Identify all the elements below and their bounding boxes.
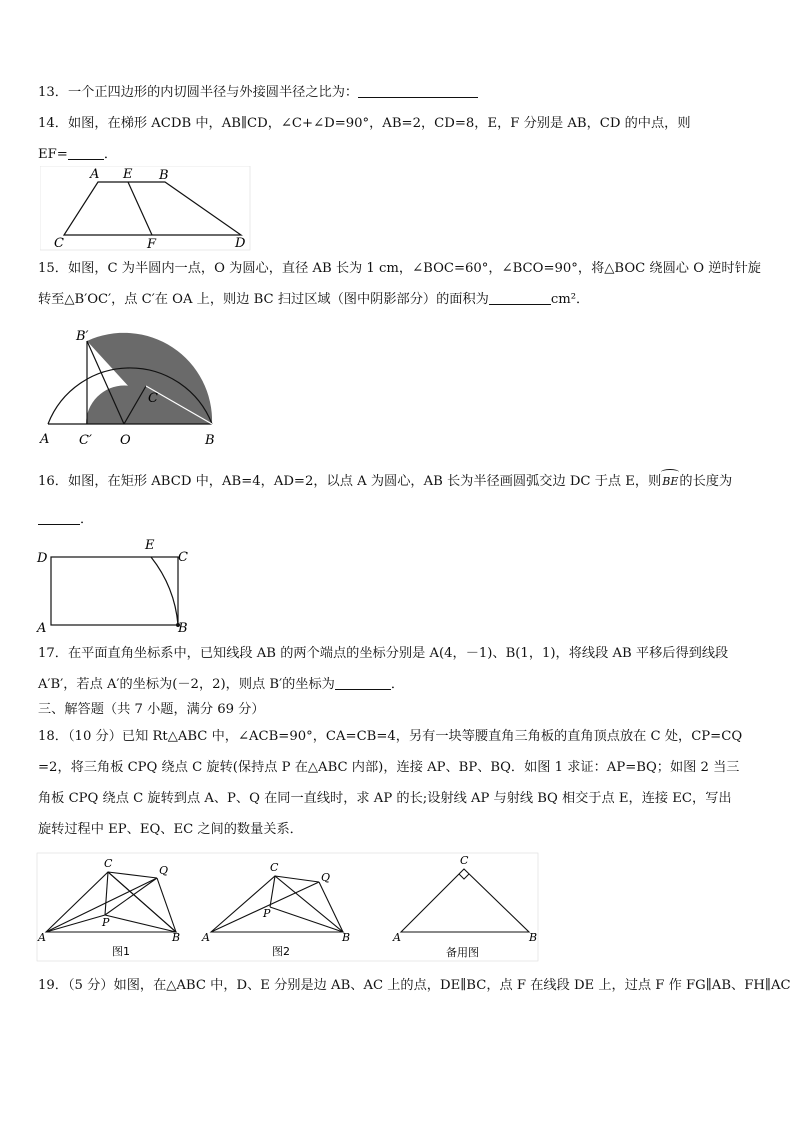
fig3-label-c: C <box>460 854 469 867</box>
q15-unit: cm²． <box>550 292 590 307</box>
fig2-label-p: P <box>263 907 271 920</box>
q18-figure-2 <box>201 861 350 958</box>
q16-arc-be: BE <box>661 472 679 492</box>
q17-line1: 17．在平面直角坐标系中，已知线段 AB 的两个端点的坐标分别是 A(4，－1)、B(1，1)，将线段 AB 平移后得到线段 <box>38 646 729 661</box>
label-c-prime: C′ <box>79 433 92 448</box>
trapezoid-acdb <box>64 182 241 235</box>
fig1-caption: 图1 <box>112 945 130 958</box>
shaded-region <box>86 333 212 424</box>
label-d: D <box>37 551 48 566</box>
q16-line1 <box>38 472 732 492</box>
label-e: E <box>123 167 133 182</box>
label-a: A <box>37 621 47 636</box>
q14-line2 <box>38 145 117 165</box>
q16-answer-blank <box>38 510 80 525</box>
label-b: B <box>178 621 188 636</box>
label-o: O <box>120 433 131 448</box>
fig3-caption: 备用图 <box>446 946 479 959</box>
label-b: B <box>205 433 215 448</box>
label-c: C <box>178 550 188 565</box>
section-3-heading: 三、解答题（共 7 小题，满分 69 分） <box>38 702 265 717</box>
q13-text: 13．一个正四边形的内切圆半径与外接圆半径之比为： <box>38 85 359 100</box>
q18-figure-1 <box>37 857 180 958</box>
label-e: E <box>145 538 155 553</box>
label-c: C <box>148 391 158 406</box>
fig2-label-b: B <box>342 931 351 944</box>
fig2-label-q: Q <box>321 871 331 884</box>
segment-ef <box>128 182 152 235</box>
label-f: F <box>147 237 157 252</box>
label-c: C <box>54 236 64 251</box>
q16-rectangle-figure <box>34 536 194 636</box>
q18-line3: 角板 CPQ 绕点 C 旋转到点 A、P、Q 在同一直线时，求 AP 的长;设射线 AP 与射线 BQ 相交于点 E，连接 EC，写出 <box>38 791 732 806</box>
label-b-prime: B′ <box>76 329 89 344</box>
label-a: A <box>90 167 100 182</box>
fig1-label-b: B <box>172 931 181 944</box>
fig1-label-c: C <box>104 857 113 870</box>
q14-period: ． <box>103 147 118 162</box>
q16-line2 <box>38 510 93 530</box>
q15-line2-text: 转至△B′OC′，点 C′在 OA 上，则边 BC 扫过区域（图中阴影部分）的面积为 <box>38 292 489 307</box>
q13-answer-blank <box>358 83 478 98</box>
q15-answer-blank <box>489 290 551 305</box>
q17-line2 <box>38 675 404 695</box>
q17-period: ． <box>390 677 405 692</box>
q16-period: ． <box>80 512 94 527</box>
label-d: D <box>235 236 246 251</box>
q17-line2-text: A′B′，若点 A′的坐标为(－2，2)，则点 B′的坐标为 <box>38 677 335 692</box>
fig1-label-a: A <box>38 931 46 944</box>
q16-line1-text: 16．如图，在矩形 ABCD 中，AB=4，AD=2，以点 A 为圆心，AB 长为半径画圆弧交边 DC 于点 E，则 <box>38 474 662 489</box>
q18-line2: =2，将三角板 CPQ 绕点 C 旋转(保持点 P 在△ABC 内部)，连接 AP、BP、BQ．如图 1 求证：AP=BQ；如图 2 当三 <box>38 760 740 775</box>
fig2-caption: 图2 <box>272 945 290 958</box>
q14-line1: 14．如图，在梯形 ACDB 中，AB∥CD，∠C+∠D=90°，AB=2，CD=8，E，F 分别是 AB，CD 的中点，则 <box>38 116 691 131</box>
q13-line <box>38 83 478 103</box>
q18-figures <box>36 852 540 964</box>
q18-line4: 旋转过程中 EP、EQ、EC 之间的数量关系． <box>38 822 303 837</box>
fig2-label-a: A <box>202 931 210 944</box>
fig1-label-p: P <box>102 916 110 929</box>
fig1-label-q: Q <box>159 864 169 877</box>
q17-answer-blank <box>335 675 391 690</box>
q18-line1: 18．（10 分）已知 Rt△ABC 中，∠ACB=90°，CA=CB=4，另有一块等腰直角三角板的直角顶点放在 C 处，CP=CQ <box>38 729 743 744</box>
q14-ef-label: EF= <box>38 147 68 162</box>
q15-line1: 15．如图，C 为半圆内一点，O 为圆心，直径 AB 长为 1 cm，∠BOC=60°，∠BCO=90°，将△BOC 绕圆心 O 逆时针旋 <box>38 261 761 276</box>
fig3-label-b: B <box>529 931 538 944</box>
q19-line1: 19．（5 分）如图，在△ABC 中，D、E 分别是边 AB、AC 上的点，DE∥BC，点 F 在线段 DE 上，过点 F 作 FG∥AB、FH∥AC <box>38 978 791 993</box>
arc-be <box>151 557 178 625</box>
q15-line2 <box>38 290 589 310</box>
q14-answer-blank <box>68 145 104 160</box>
q16-line1-tail: 的长度为 <box>679 474 733 489</box>
q15-semicircle-figure <box>36 320 226 450</box>
label-a: A <box>40 432 50 447</box>
q18-figure-spare <box>392 854 537 959</box>
fig3-label-a: A <box>393 931 401 944</box>
label-b: B <box>159 168 169 183</box>
q14-trapezoid-figure <box>40 166 252 252</box>
fig2-label-c: C <box>270 861 279 874</box>
